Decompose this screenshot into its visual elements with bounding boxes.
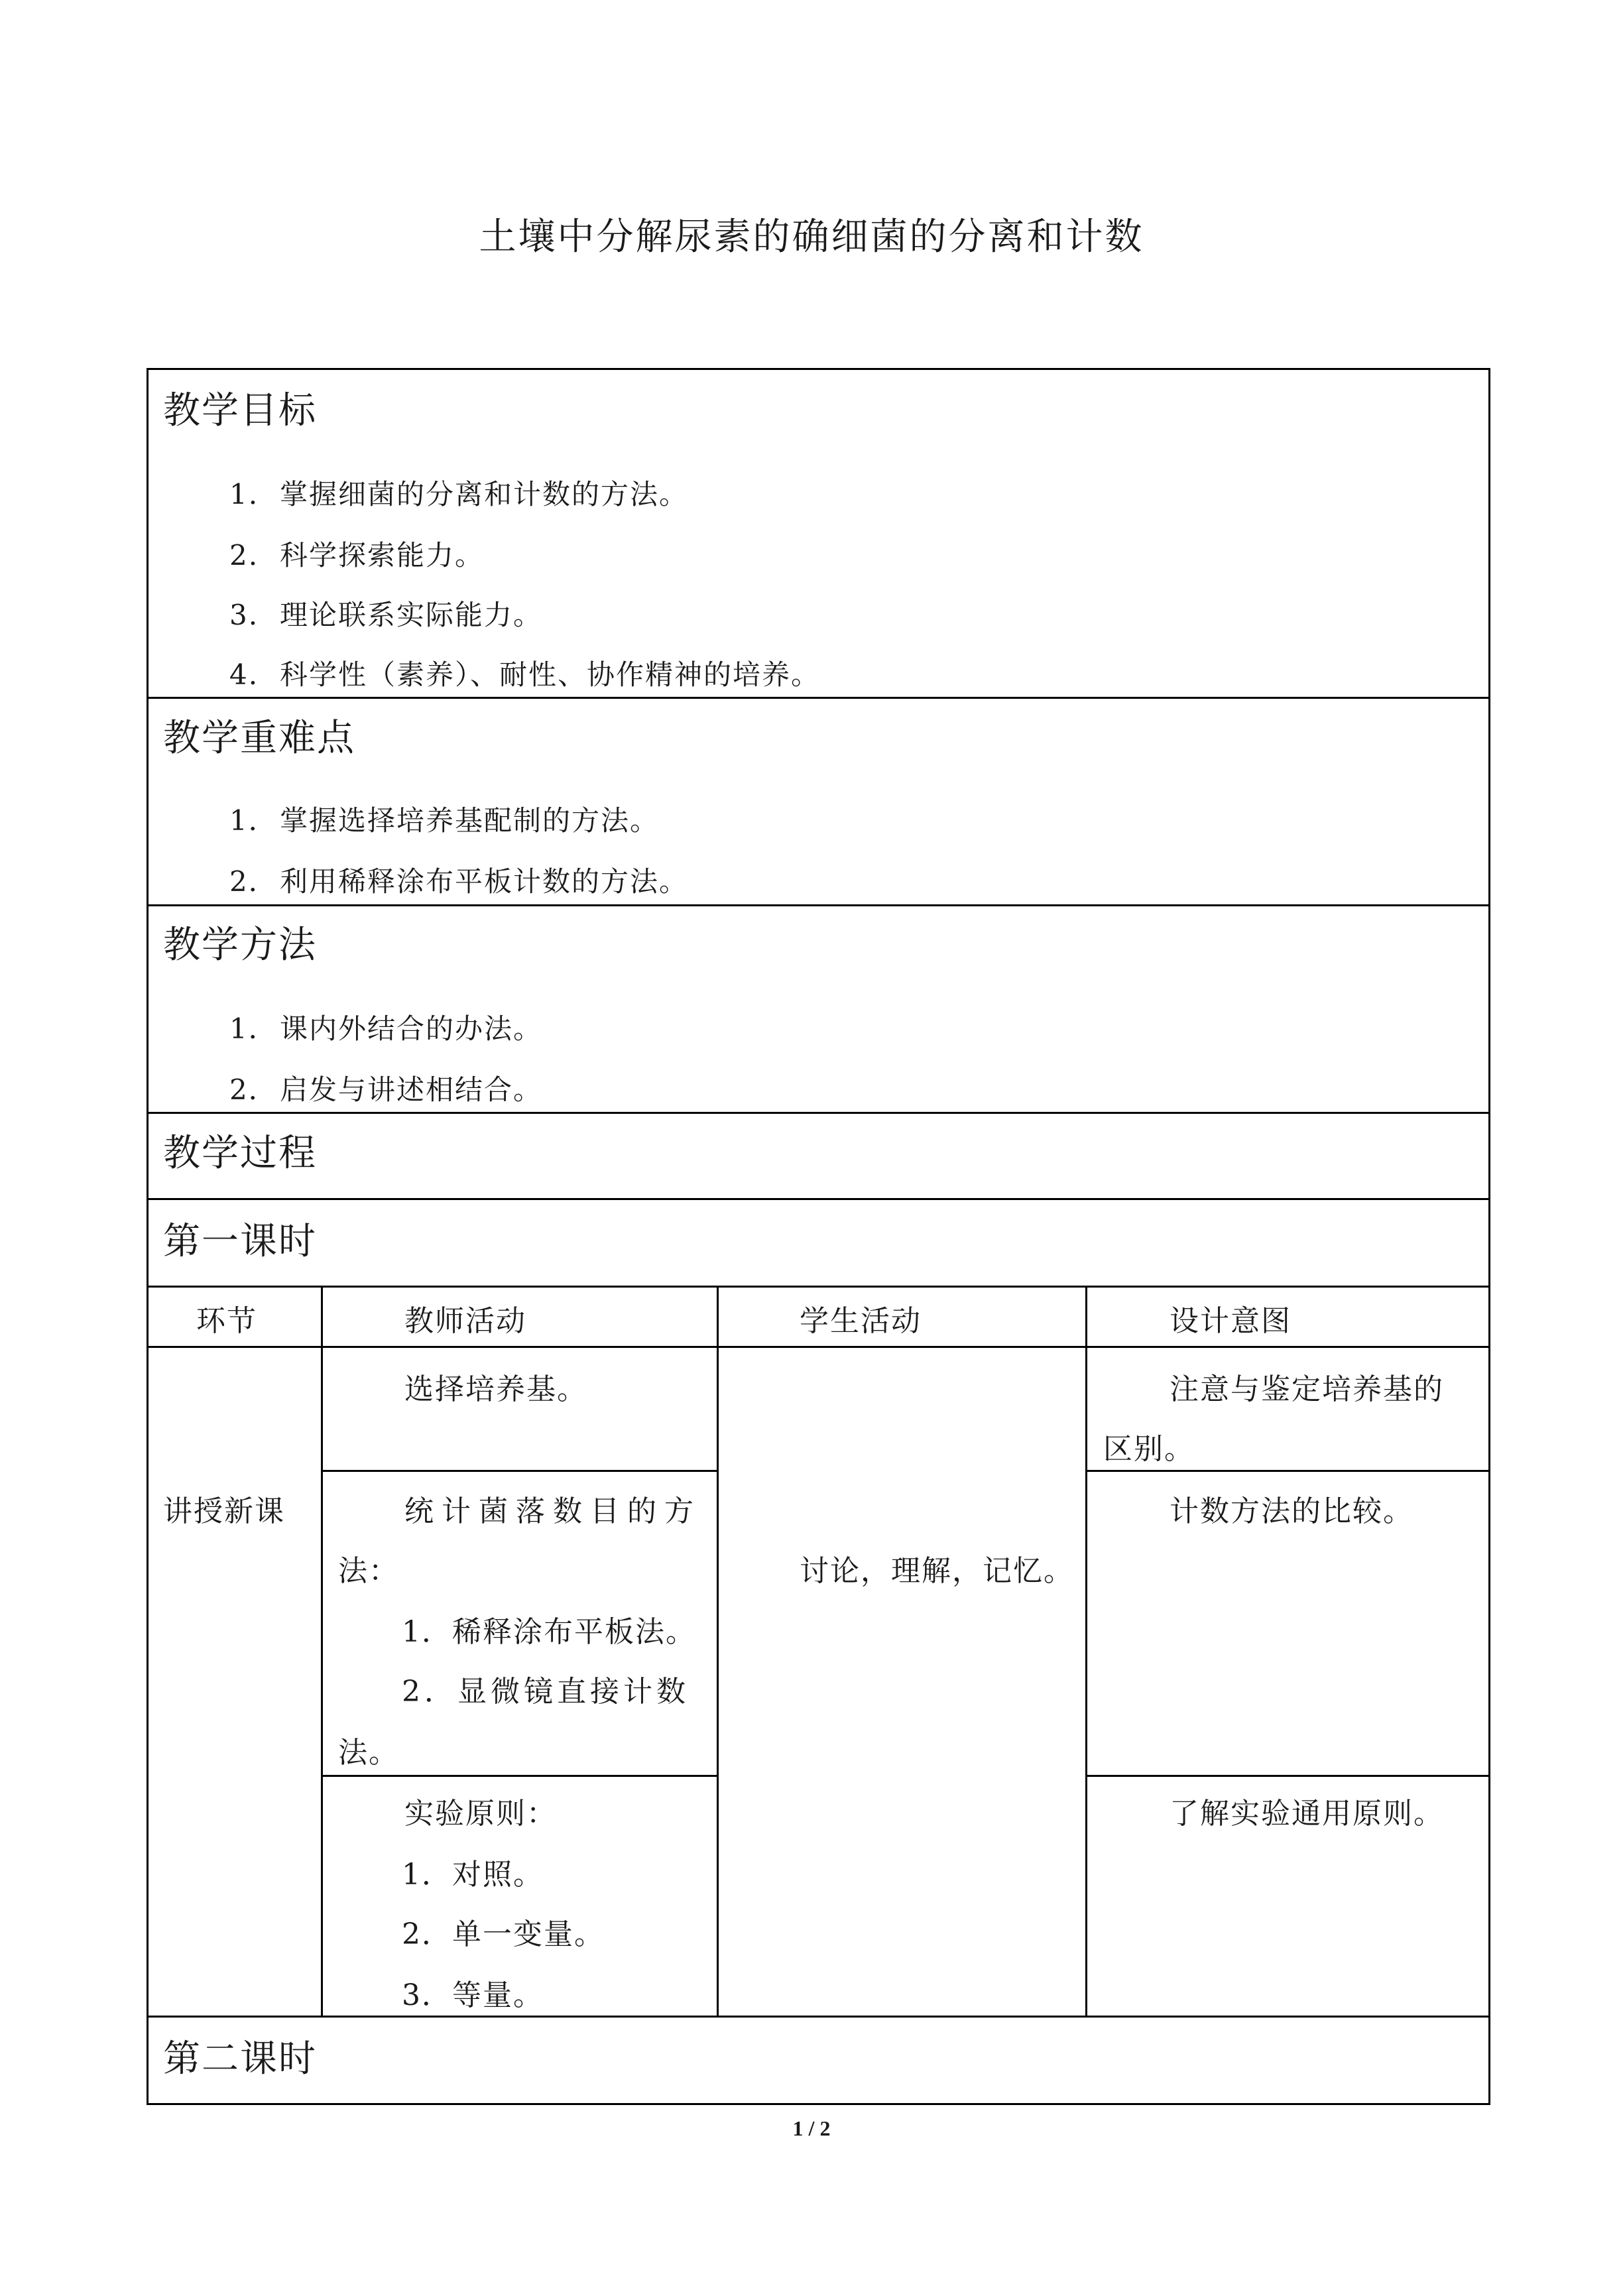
objective-item	[229, 655, 820, 695]
header-stage: 环节	[196, 1304, 257, 1338]
teacher-cell-line: 1．对照。	[402, 1858, 544, 1892]
key-point-number: 2．	[229, 865, 278, 898]
document-title: 土壤中分解尿素的确细菌的分离和计数	[479, 215, 1144, 259]
method-text: 课内外结合的办法。	[280, 1012, 543, 1045]
column-divider-3	[1085, 1286, 1087, 2016]
objective-number: 4.	[229, 658, 259, 691]
teacher-cell-line: 2．单一变量。	[402, 1917, 605, 1951]
divider-before-lesson2	[147, 2016, 1490, 2018]
teacher-cell-line: 3．等量。	[402, 1978, 544, 2012]
column-divider-2	[717, 1286, 719, 2016]
teacher-cell-line: 选择培养基。	[404, 1372, 587, 1406]
divider-after-key-points	[147, 904, 1490, 906]
key-point-item	[229, 862, 688, 902]
objective-text: 掌握细菌的分离和计数的方法。	[280, 478, 689, 511]
objective-text: 理论联系实际能力。	[280, 599, 543, 631]
divider-after-process	[147, 1198, 1490, 1200]
design-cell-line: 区别。	[1103, 1432, 1195, 1466]
objective-number: 2.	[229, 539, 259, 572]
teacher-row-divider-2	[321, 1775, 717, 1777]
teacher-cell-line: 法：	[338, 1554, 399, 1588]
stage-cell: 讲授新课	[163, 1494, 285, 1528]
key-point-text: 利用稀释涂布平板计数的方法。	[280, 865, 689, 898]
objective-number: 3.	[229, 599, 259, 631]
objectives-title: 教学目标	[163, 389, 317, 432]
divider-after-methods	[147, 1112, 1490, 1114]
teacher-cell-line: 实验原则：	[404, 1797, 557, 1831]
divider-after-headers	[147, 1346, 1490, 1348]
design-cell-line: 计数方法的比较。	[1170, 1494, 1413, 1528]
design-row-divider-1	[1085, 1470, 1490, 1472]
key-point-number: 1．	[229, 804, 278, 837]
teacher-cell-line: 2．显微镜直接计数	[402, 1675, 690, 1709]
design-row-divider-2	[1085, 1775, 1490, 1777]
header-student-activity: 学生活动	[800, 1304, 922, 1338]
lesson2-title: 第二课时	[163, 2037, 317, 2081]
design-cell-line: 注意与鉴定培养基的	[1170, 1372, 1444, 1406]
header-teacher-activity: 教师活动	[404, 1304, 526, 1338]
divider-after-lesson1	[147, 1286, 1490, 1288]
method-item	[229, 1070, 542, 1110]
process-title: 教学过程	[163, 1132, 317, 1175]
header-design-intent: 设计意图	[1170, 1304, 1292, 1338]
key-points-title: 教学重难点	[163, 717, 355, 760]
teacher-cell-line: 1．稀释涂布平板法。	[402, 1615, 696, 1649]
method-number: 1．	[229, 1012, 278, 1045]
page-number: 1 / 2	[792, 2116, 831, 2140]
objective-text: 科学性（素养）、耐性、协作精神的培养。	[280, 658, 821, 691]
column-divider-1	[321, 1286, 323, 2016]
method-text: 启发与讲述相结合。	[280, 1073, 543, 1106]
divider-after-objectives	[147, 697, 1490, 699]
teacher-cell-line: 统计菌落数目的方	[404, 1494, 701, 1528]
objective-item	[229, 475, 688, 514]
student-activity-cell: 讨论，理解，记忆。	[800, 1554, 1074, 1588]
method-number: 2．	[229, 1073, 278, 1106]
objective-item	[229, 595, 542, 635]
objective-item	[229, 536, 484, 575]
teacher-cell-line: 法。	[338, 1736, 399, 1770]
teacher-row-divider-1	[321, 1470, 717, 1472]
method-item	[229, 1009, 542, 1049]
methods-title: 教学方法	[163, 924, 317, 967]
objective-text: 科学探索能力。	[280, 539, 485, 572]
key-point-text: 掌握选择培养基配制的方法。	[280, 804, 660, 837]
design-cell-line: 了解实验通用原则。	[1170, 1797, 1444, 1831]
objective-number: 1.	[229, 478, 259, 511]
lesson1-title: 第一课时	[163, 1220, 317, 1263]
key-point-item	[229, 801, 659, 841]
